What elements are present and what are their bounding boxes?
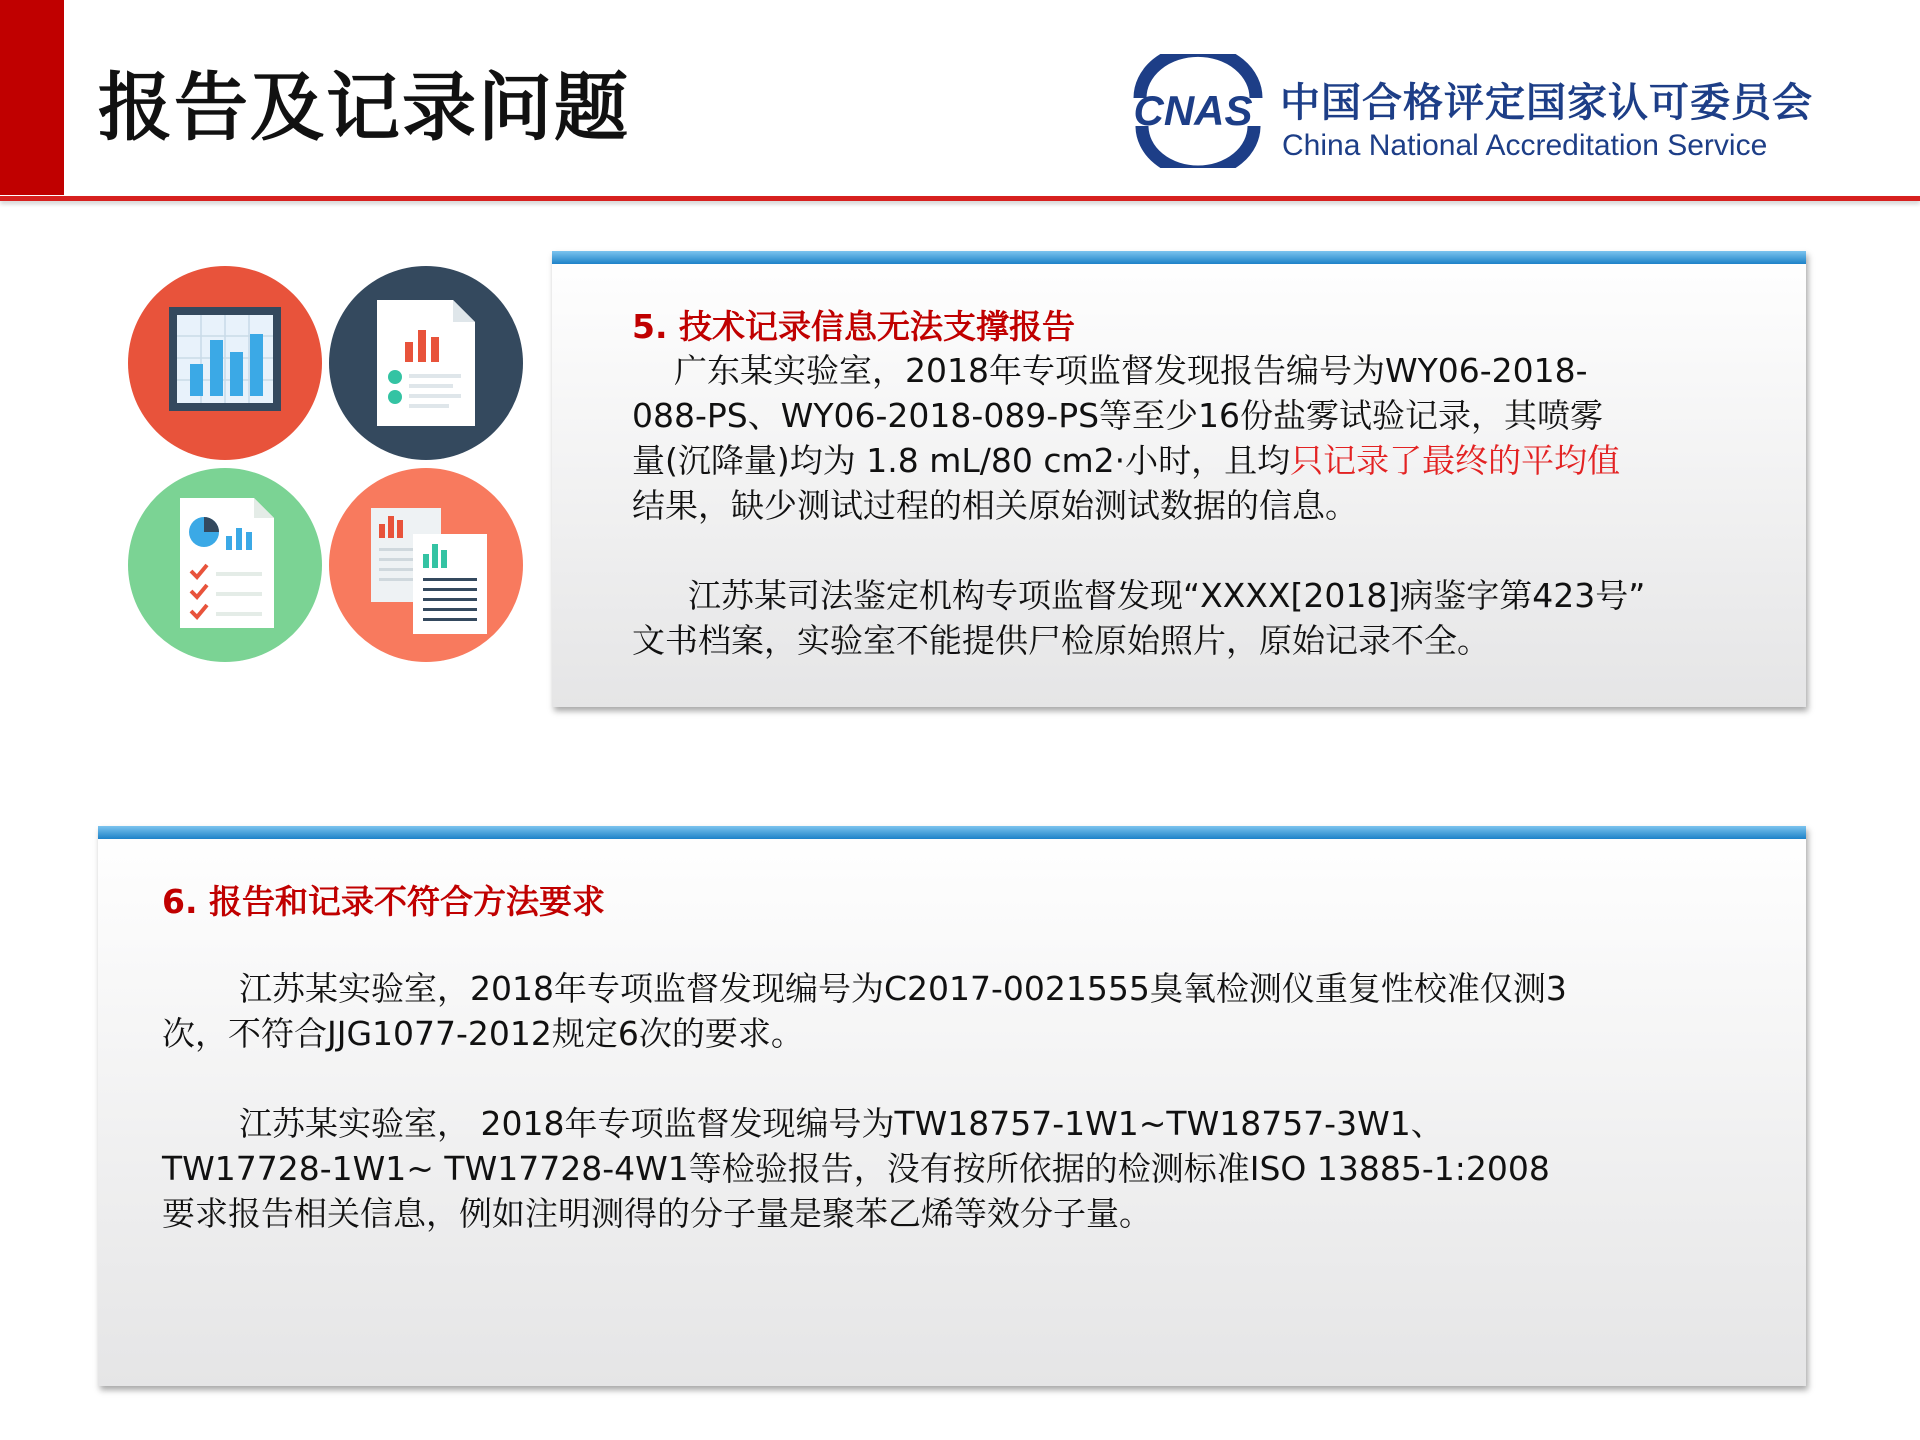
section-6-paragraph-1 bbox=[162, 966, 1567, 1056]
text-line: 江苏某实验室，2018年专项监督发现编号为C2017-0021555臭氧检测仪重复性校准仅测3 bbox=[239, 969, 1567, 1008]
section-6-panel bbox=[98, 826, 1806, 1386]
header-accent-bar bbox=[0, 0, 64, 195]
text-line: 文书档案，实验室不能提供尸检原始照片，原始记录不全。 bbox=[632, 621, 1490, 660]
text-line: 广东某实验室，2018年专项监督发现报告编号为WY06-2018- bbox=[674, 351, 1588, 390]
bar-chart-board-icon bbox=[128, 266, 322, 460]
checklist-document-icon bbox=[128, 468, 322, 662]
section-5-paragraph-2 bbox=[632, 573, 1645, 663]
report-document-icon bbox=[329, 266, 523, 460]
section-6-heading: 6. 报告和记录不符合方法要求 bbox=[162, 882, 605, 921]
text-line bbox=[632, 438, 1620, 483]
header-divider bbox=[0, 196, 1920, 201]
cnas-logo-mark: CNAS bbox=[1133, 87, 1253, 134]
logo-name-cn: 中国合格评定国家认可委员会 bbox=[1280, 80, 1813, 126]
highlighted-text: 只记录了最终的平均值 bbox=[1290, 441, 1621, 480]
section-5-paragraph-1 bbox=[632, 348, 1620, 528]
text-line: 江苏某实验室， 2018年专项监督发现编号为TW18757-1W1~TW18757-3W1、 bbox=[239, 1104, 1444, 1143]
text-line: 江苏某司法鉴定机构专项监督发现“XXXX[2018]病鉴字第423号” bbox=[688, 576, 1646, 615]
logo-name-en: China National Accreditation Service bbox=[1282, 129, 1768, 162]
page-title: 报告及记录问题 bbox=[98, 65, 630, 151]
section-5-heading: 5. 技术记录信息无法支撑报告 bbox=[632, 307, 1075, 346]
text-line: 要求报告相关信息，例如注明测得的分子量是聚苯乙烯等效分子量。 bbox=[162, 1194, 1152, 1233]
text-line: 结果，缺少测试过程的相关原始测试数据的信息。 bbox=[632, 486, 1358, 525]
section-6-panel-bar bbox=[98, 826, 1806, 839]
section-5-panel-bar bbox=[552, 251, 1806, 264]
section-5-panel bbox=[552, 251, 1806, 707]
text-line: TW17728-1W1~ TW17728-4W1等检验报告，没有按所依据的检测标准ISO 13885-1:2008 bbox=[162, 1149, 1550, 1188]
text-line: 088-PS、WY06-2018-089-PS等至少16份盐雾试验记录，其喷雾 bbox=[632, 396, 1604, 435]
stacked-documents-icon bbox=[329, 468, 523, 662]
text-line: 次，不符合JJG1077-2012规定6次的要求。 bbox=[162, 1014, 804, 1053]
section-6-paragraph-2 bbox=[162, 1101, 1550, 1236]
cnas-logo bbox=[1118, 54, 1268, 168]
text-run: 量(沉降量)均为 1.8 mL/80 cm2·小时，且均 bbox=[632, 441, 1291, 480]
